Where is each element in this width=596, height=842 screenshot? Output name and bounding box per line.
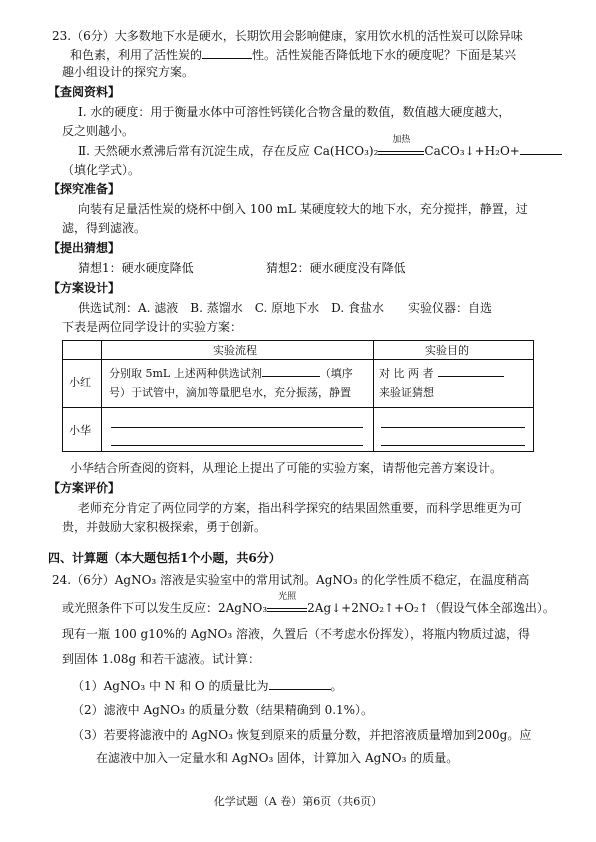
q24-reaction-reactant: 或光照条件下可以发生反应：2AgNO₃ [62, 601, 268, 615]
light-condition-arrow [267, 592, 307, 612]
blank-n-o-mass-ratio[interactable] [269, 679, 331, 690]
table-row-xiaohong-purpose-b: 来验证猜想 [379, 386, 434, 399]
q24-sub-3-b: 在滤液中加入一定量水和 AgNO₃ 固体，计算加入 AgNO₃ 的质量。 [96, 751, 459, 765]
q24-line-4: 到固体 1.08g 和若干滤液。试计算： [62, 652, 261, 666]
consult-item-2-hint: （填化学式）。 [62, 163, 141, 177]
section-consult-heading: 【查阅资料】 [48, 85, 121, 99]
blank-chemical-formula[interactable] [520, 144, 562, 155]
experiment-table [62, 340, 534, 452]
design-reagents: 供选试剂：A. 滤液 B. 蒸馏水 C. 原地下水 D. 食盐水 实验仪器：自选 [78, 301, 492, 315]
table-row-xiaohong-name: 小红 [69, 376, 91, 389]
blank-xiaohua-purpose-2[interactable] [381, 435, 525, 448]
q24-sub-1: （1）AgNO₃ 中 N 和 O 的质量比为 。 [72, 679, 343, 693]
q23-line-2-end: 性。活性炭能否降低地下水的硬度呢？下面是某兴 [252, 48, 517, 62]
blank-purpose[interactable] [438, 366, 504, 377]
q24-sub-3-a: （3）若要将滤液中的 AgNO₃ 恢复到原来的质量分数，并把溶液质量增加到200g。应 [72, 728, 532, 742]
blank-xiaohua-process-2[interactable] [111, 435, 363, 448]
page-footer: 化学试题（A 卷）第6页（共6页） [213, 795, 383, 808]
q23-line-2-start: 和色素，利用了活性炭的 [70, 48, 203, 62]
section-guess-heading: 【提出猜想】 [48, 241, 121, 255]
heat-condition-arrow [378, 135, 424, 155]
eval-text-a: 老师充分肯定了两位同学的方案，指出科学探究的结果固然重要，而科学思维更为可 [78, 501, 523, 515]
q24-sub-2: （2）滤液中 AgNO₃ 的质量分数（结果精确到 0.1%）。 [72, 703, 374, 717]
eval-text-b: 贵，并鼓励大家积极探索，勇于创新。 [62, 520, 267, 534]
consult-item-2 [78, 135, 562, 158]
prepare-text-a: 向装有足量活性炭的烧杯中倒入 100 mL 某硬度较大的地下水，充分搅拌，静置，过 [78, 202, 528, 216]
prepare-text-b: 滤，得到滤液。 [62, 221, 147, 235]
q23-line-2 [70, 48, 516, 61]
table-row-xiaohong-process-a: 分别取 5mL 上述两种供选试剂 （填序 [109, 367, 353, 380]
guess-2: 猜想2：硬水硬度没有降低 [266, 261, 406, 275]
section-prepare-heading: 【探究准备】 [48, 182, 121, 196]
table-row-xiaohua-name: 小华 [69, 424, 91, 437]
table-row-xiaohong-process-b: 号）于试管中，滴加等量肥皂水，充分振荡，静置 [109, 386, 351, 399]
consult-item-1-a: Ⅰ. 水的硬度：用于衡量水体中可溶性钙镁化合物含量的数值，数值越大硬度越大， [78, 105, 511, 119]
reaction-products: CaCO₃↓+H₂O+ [424, 144, 520, 158]
part4-heading: 四、计算题（本大题包括1个小题，共6分） [48, 551, 281, 565]
q24-reaction-products: 2Ag↓+2NO₂↑+O₂↑（假设气体全部逸出）。 [307, 601, 555, 615]
table-header-process: 实验流程 [213, 344, 257, 357]
blank-activated-carbon-property[interactable] [202, 48, 252, 59]
q24-line-3: 现有一瓶 100 g10%的 AgNO₃ 溶液，久置后（不考虑水份挥发），将瓶内物质过滤，得 [62, 627, 531, 641]
blank-reagent-choice[interactable] [262, 366, 320, 377]
q23-line-1: 23.（6分）大多数地下水是硬水，长期饮用会影响健康，家用饮水机的活性炭可以除异味 [52, 29, 523, 43]
light-condition-label: 光照 [278, 592, 297, 602]
guess-1: 猜想1：硬水硬度降低 [78, 261, 194, 275]
consult-item-1-b: 反之则越小。 [62, 124, 135, 138]
q24-line-2 [62, 592, 555, 615]
after-table-text: 小华结合所查阅的资料，从理论上提出了可能的实验方案，请帮他完善方案设计。 [70, 461, 503, 475]
section-design-heading: 【方案设计】 [48, 281, 121, 295]
table-header-purpose: 实验目的 [425, 344, 469, 357]
design-table-intro: 下表是两位同学设计的实验方案： [62, 320, 243, 334]
q23-line-3: 趣小组设计的探究方案。 [62, 65, 195, 79]
heat-condition-label: 加热 [392, 135, 411, 145]
q24-line-1: 24.（6分）AgNO₃ 溶液是实验室中的常用试剂。AgNO₃ 的化学性质不稳定，在温度稍高 [52, 573, 530, 587]
table-row-xiaohong-purpose-a: 对 比 两 者 [379, 366, 504, 379]
blank-xiaohua-purpose-1[interactable] [381, 417, 525, 430]
reaction-reactant: Ⅱ. 天然硬水煮沸后常有沉淀生成，存在反应 Ca(HCO₃)₂ [78, 144, 379, 158]
section-eval-heading: 【方案评价】 [48, 481, 121, 495]
blank-xiaohua-process-1[interactable] [111, 417, 363, 430]
